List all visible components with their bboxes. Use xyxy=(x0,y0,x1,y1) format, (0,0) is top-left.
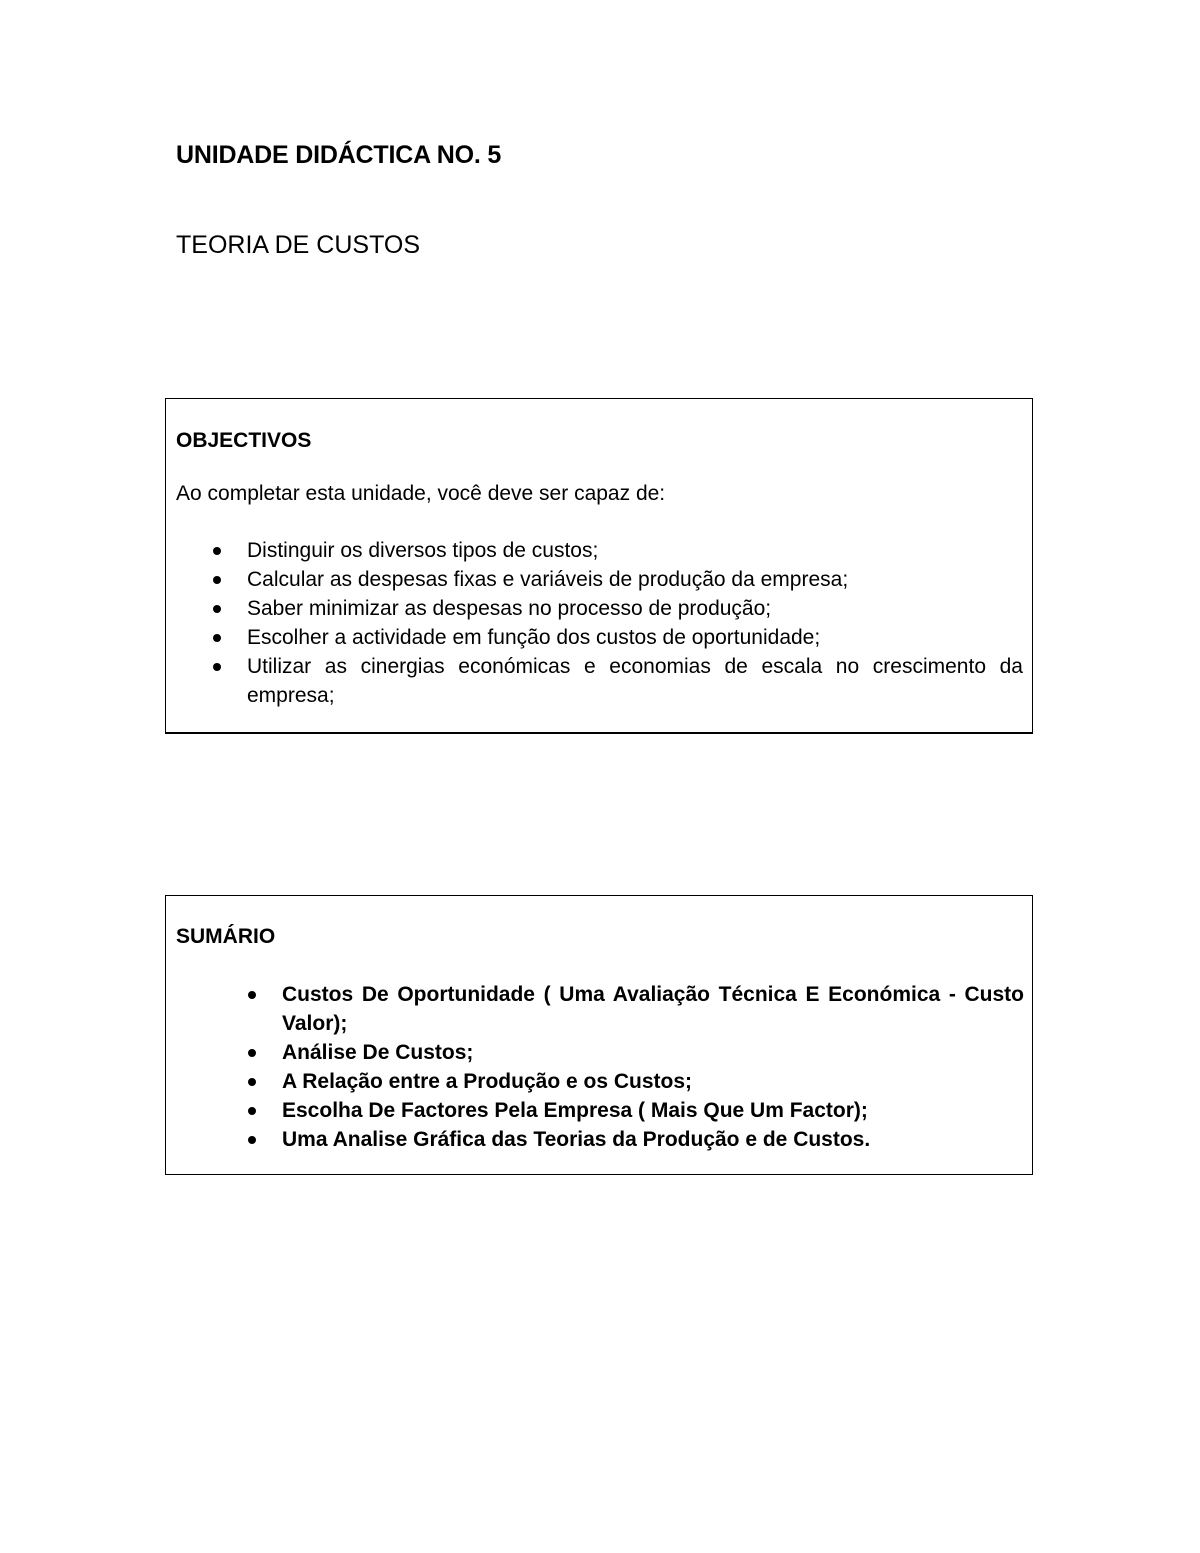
unit-title: UNIDADE DIDÁCTICA NO. 5 xyxy=(176,141,502,169)
bullet-icon xyxy=(213,576,221,584)
bullet-icon xyxy=(248,1136,256,1144)
list-item xyxy=(247,652,1023,710)
list-item xyxy=(282,1096,1024,1125)
list-item xyxy=(282,1038,1024,1067)
bullet-icon xyxy=(248,1049,256,1057)
list-item xyxy=(282,1125,1024,1154)
list-item-text: Distinguir os diversos tipos de custos; xyxy=(247,539,599,562)
list-item xyxy=(247,565,1023,594)
list-item-text: Escolher a actividade em função dos custos de oportunidade; xyxy=(247,626,821,649)
objectives-heading: OBJECTIVOS xyxy=(176,429,312,452)
list-item xyxy=(247,536,1023,565)
list-item xyxy=(282,980,1024,1038)
list-item xyxy=(282,1067,1024,1096)
list-item xyxy=(247,623,1023,652)
list-item-text: A Relação entre a Produção e os Custos; xyxy=(282,1070,693,1093)
bullet-icon xyxy=(213,547,221,555)
list-item-text: Utilizar as cinergias económicas e economias de escala no crescimento da empresa; xyxy=(247,655,1023,707)
list-item-text: Custos De Oportunidade ( Uma Avaliação Técnica E Económica - Custo Valor); xyxy=(282,983,1024,1035)
topic-title: TEORIA DE CUSTOS xyxy=(176,231,421,259)
list-item-text: Análise De Custos; xyxy=(282,1041,474,1064)
bullet-icon xyxy=(248,1107,256,1115)
bullet-icon xyxy=(213,605,221,613)
objectives-box xyxy=(165,398,1033,734)
list-item-text: Saber minimizar as despesas no processo de produção; xyxy=(247,597,772,620)
bullet-icon xyxy=(248,1078,256,1086)
list-item-text: Calcular as despesas fixas e variáveis de produção da empresa; xyxy=(247,568,849,591)
objectives-list xyxy=(247,536,1023,710)
bullet-icon xyxy=(248,991,256,999)
summary-box xyxy=(165,895,1033,1175)
summary-heading: SUMÁRIO xyxy=(176,925,276,948)
bullet-icon xyxy=(213,634,221,642)
list-item-text: Uma Analise Gráfica das Teorias da Produção e de Custos. xyxy=(282,1128,871,1151)
objectives-intro: Ao completar esta unidade, você deve ser capaz de: xyxy=(176,482,666,505)
list-item-text: Escolha De Factores Pela Empresa ( Mais Que Um Factor); xyxy=(282,1099,868,1122)
list-item xyxy=(247,594,1023,623)
summary-list xyxy=(282,980,1024,1154)
bullet-icon xyxy=(213,663,221,671)
